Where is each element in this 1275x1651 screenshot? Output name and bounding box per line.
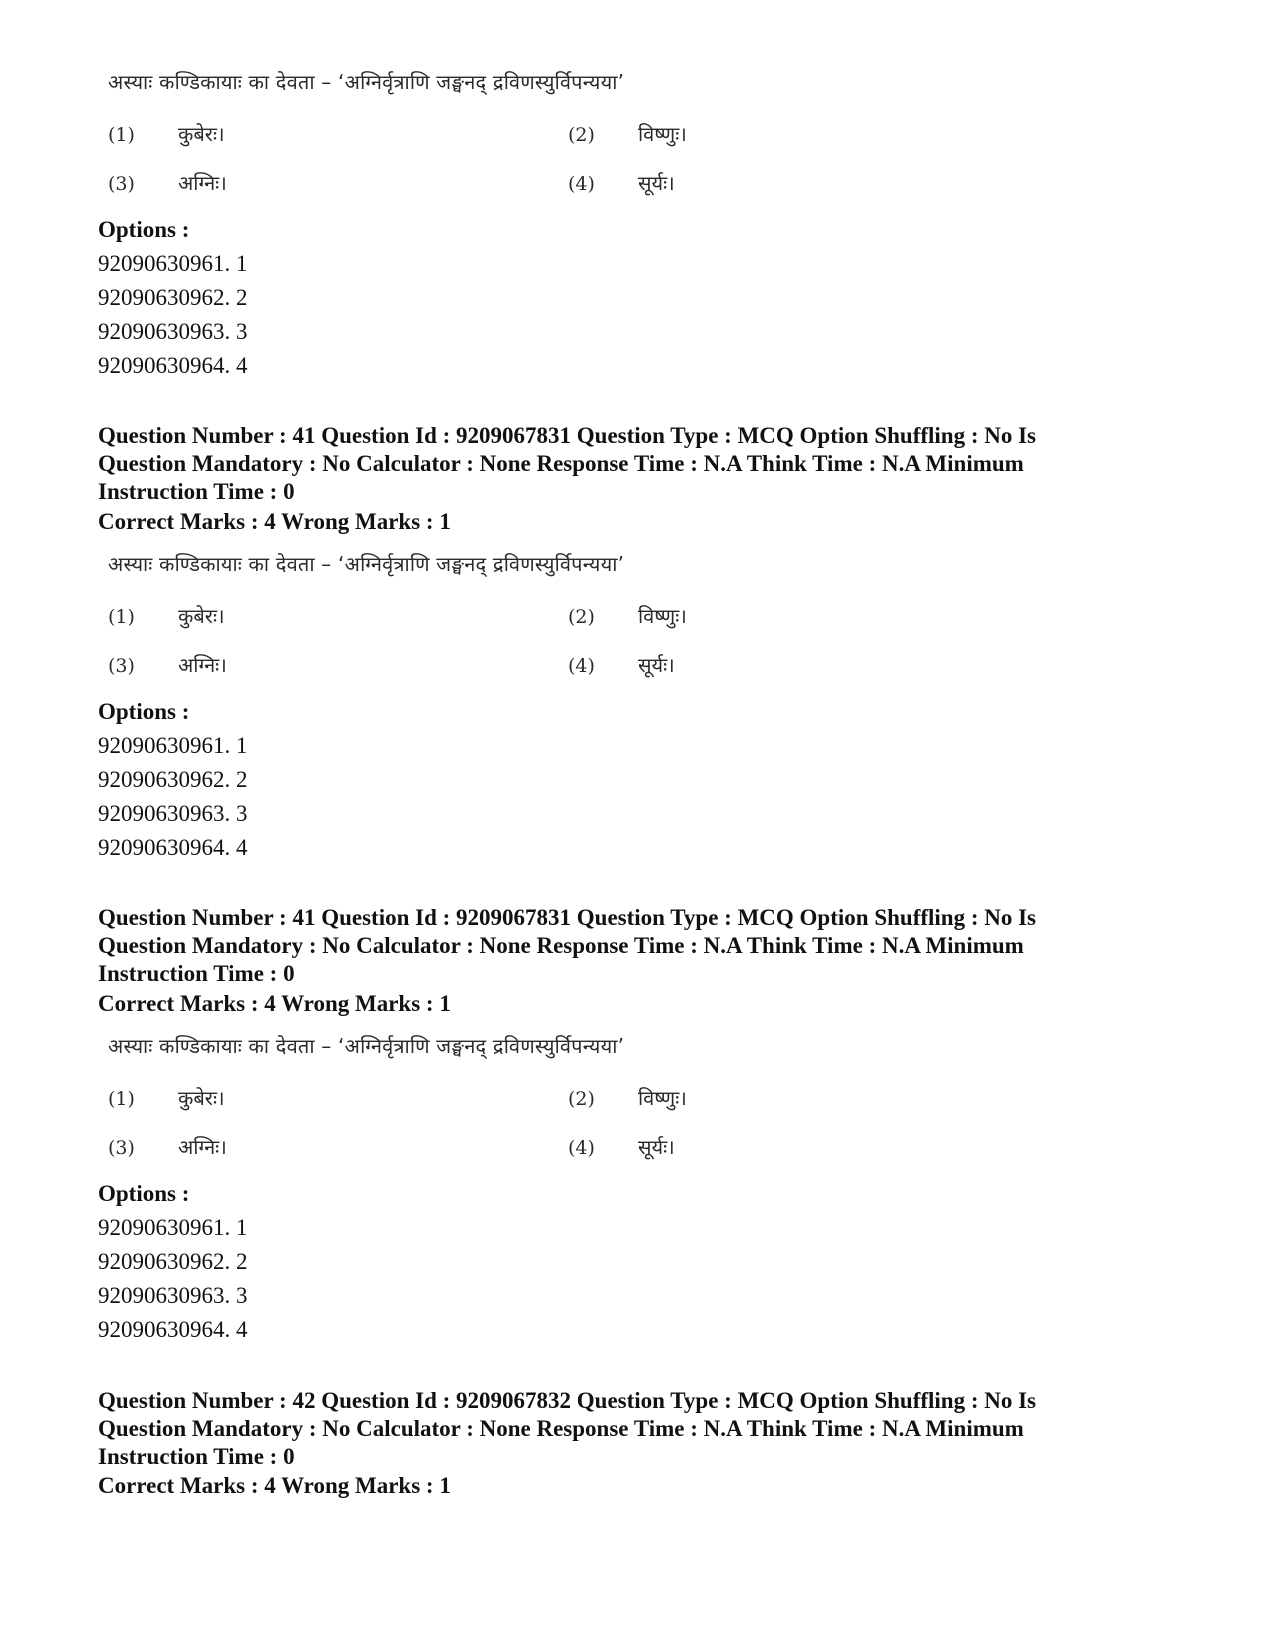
option-id-line: 92090630962. 2 — [98, 285, 248, 310]
question-option-4: (4) सूर्यः। — [568, 653, 675, 677]
question-option-1: (1) कुबेरः। — [108, 1086, 225, 1110]
marks-line: Correct Marks : 4 Wrong Marks : 1 — [98, 1473, 451, 1498]
options-title: Options : — [98, 1181, 190, 1206]
options-block — [98, 695, 498, 865]
option-id-line: 92090630962. 2 — [98, 767, 248, 792]
option-id-line: 92090630961. 1 — [98, 733, 248, 758]
question-image — [100, 68, 700, 208]
option-id-line: 92090630964. 4 — [98, 835, 248, 860]
option-id-line: 92090630961. 1 — [98, 251, 248, 276]
question-image — [100, 550, 700, 690]
option-id-line: 92090630963. 3 — [98, 319, 248, 344]
question-stem: अस्याः कण्डिकायाः का देवता – ‘अग्निर्वृत्राणि जङ्घनद् द्रविणस्युर्विपन्यया’ — [108, 1034, 625, 1058]
question-stem: अस्याः कण्डिकायाः का देवता – ‘अग्निर्वृत्राणि जङ्घनद् द्रविणस्युर्विपन्यया’ — [108, 70, 625, 94]
question-header: Question Number : 42 Question Id : 9209067832 Question Type : MCQ Option Shuffling : No Is Question Mandatory : No Calculator : None Response Time : N.A Think Time : N.A Minimum Instruction Time : 0 — [98, 1388, 1037, 1469]
options-title: Options : — [98, 217, 190, 242]
question-option-3: (3) अग्निः। — [108, 1135, 227, 1159]
question-option-1: (1) कुबेरः। — [108, 122, 225, 146]
option-id-line: 92090630963. 3 — [98, 801, 248, 826]
marks-line: Correct Marks : 4 Wrong Marks : 1 — [98, 991, 451, 1016]
question-option-1: (1) कुबेरः। — [108, 604, 225, 628]
question-option-2: (2) विष्णुः। — [568, 604, 687, 628]
question-option-2: (2) विष्णुः। — [568, 122, 687, 146]
options-title: Options : — [98, 699, 190, 724]
option-id-line: 92090630962. 2 — [98, 1249, 248, 1274]
question-option-3: (3) अग्निः। — [108, 171, 227, 195]
question-option-4: (4) सूर्यः। — [568, 1135, 675, 1159]
question-image — [100, 1032, 700, 1172]
option-id-line: 92090630964. 4 — [98, 1317, 248, 1342]
question-option-2: (2) विष्णुः। — [568, 1086, 687, 1110]
question-stem: अस्याः कण्डिकायाः का देवता – ‘अग्निर्वृत्राणि जङ्घनद् द्रविणस्युर्विपन्यया’ — [108, 552, 625, 576]
option-id-line: 92090630963. 3 — [98, 1283, 248, 1308]
options-block — [98, 213, 498, 383]
options-block — [98, 1177, 498, 1347]
question-option-3: (3) अग्निः। — [108, 653, 227, 677]
option-id-line: 92090630961. 1 — [98, 1215, 248, 1240]
question-header: Question Number : 41 Question Id : 9209067831 Question Type : MCQ Option Shuffling : No Is Question Mandatory : No Calculator : None Response Time : N.A Think Time : N.A Minimum Instruction Time : 0 — [98, 905, 1037, 986]
marks-line: Correct Marks : 4 Wrong Marks : 1 — [98, 509, 451, 534]
option-id-line: 92090630964. 4 — [98, 353, 248, 378]
question-header: Question Number : 41 Question Id : 9209067831 Question Type : MCQ Option Shuffling : No Is Question Mandatory : No Calculator : None Response Time : N.A Think Time : N.A Minimum Instruction Time : 0 — [98, 423, 1037, 504]
question-option-4: (4) सूर्यः। — [568, 171, 675, 195]
